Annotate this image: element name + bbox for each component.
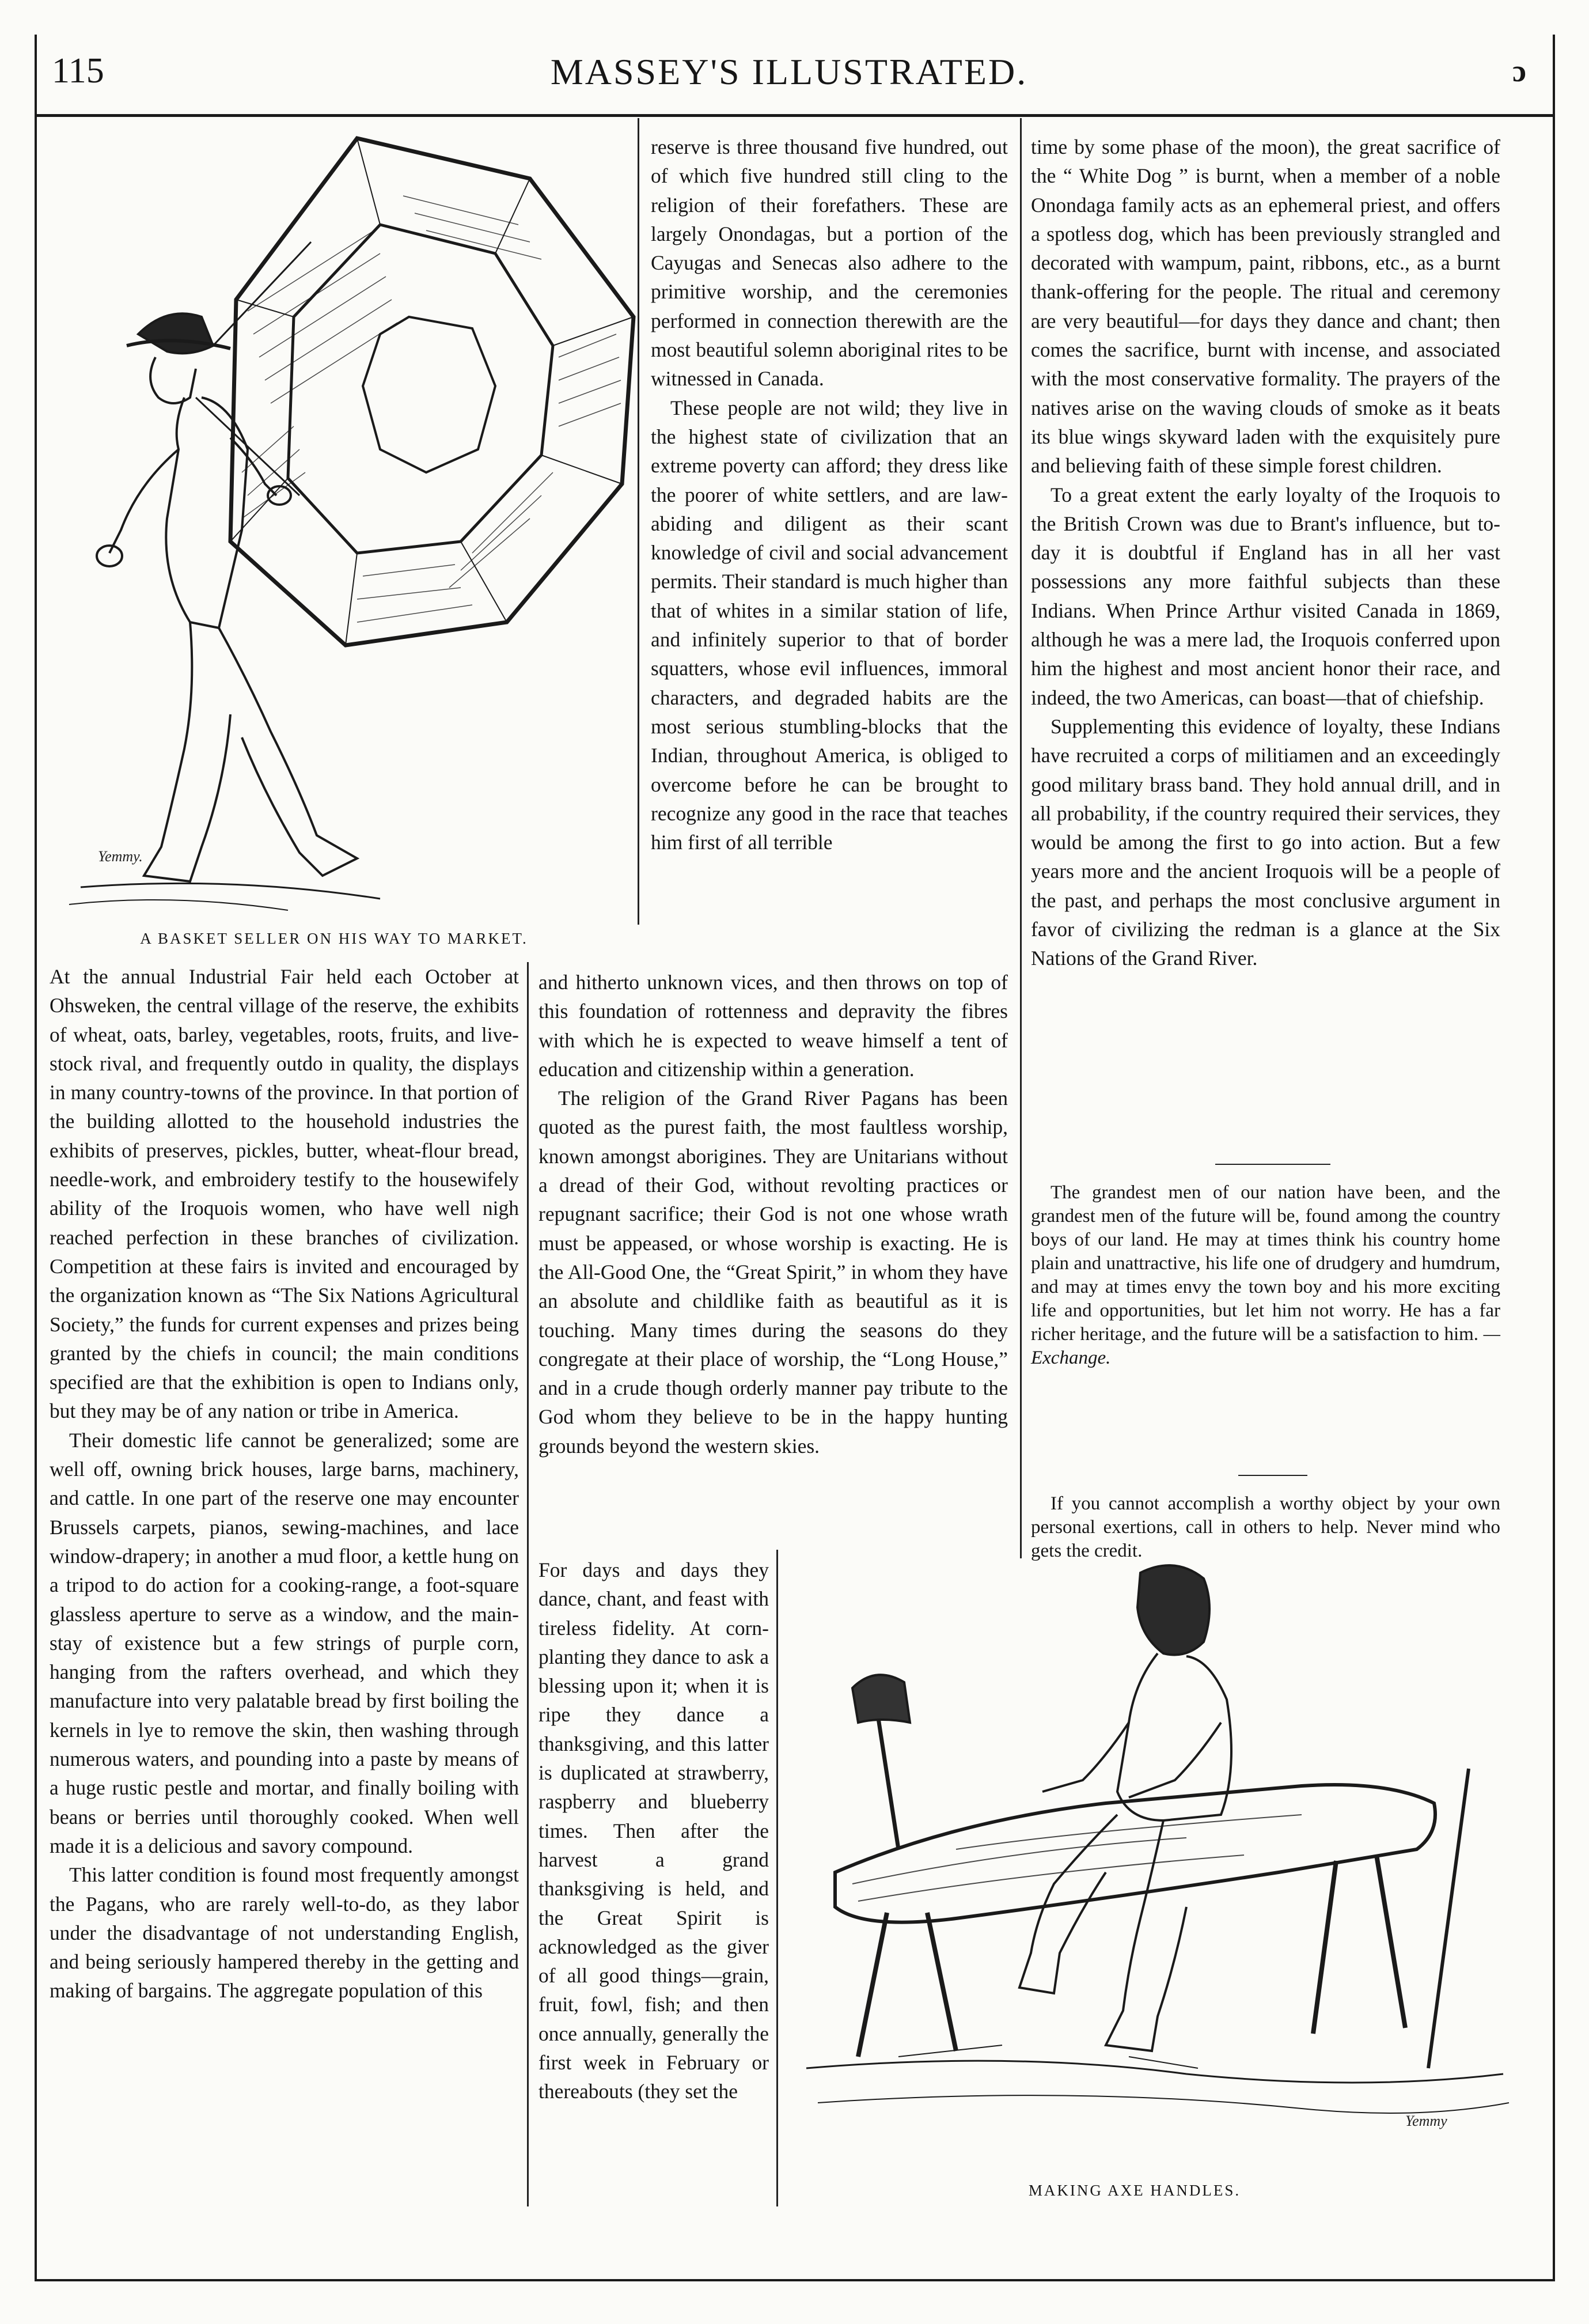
column-rule-1 <box>527 962 529 2206</box>
paragraph: These people are not wild; they live in the highest state of civilization that an extreme poverty can afford; they dress like the poorer of white settlers, and are law-abiding and diligent as their scant knowledge of civil and social advancement permits. Their standard is much higher than that of whites in a similar station of life, and infinitely superior to that of border squatters, whose evil influences, immoral characters, and degraded habits are the most serious stumbling-blocks that the Indian, throughout America, is obliged to overcome before he can be brought to recognize any good in the race that teaches him first of all terrible <box>651 396 1008 854</box>
magazine-title: MASSEY'S ILLUSTRATED. <box>550 51 1028 92</box>
column-2-wide-text <box>538 968 1008 1460</box>
axe-handles-caption: MAKING AXE HANDLES. <box>1028 2182 1241 2199</box>
paragraph: If you cannot accomplish a worthy object by your own personal exertions, call in others to help. Never mind who gets the credit. <box>1031 1493 1500 1561</box>
axe-handles-illustration <box>783 1550 1532 2155</box>
paragraph: Supplementing this evidence of loyalty, these Indians have recruited a corps of militiamen and an exceedingly good military brass band. They hold annual drill, and in all probability, if the country required their services, they would be among the first to go into action. But a few years more and the ancient Iroquois will be a people of the past, and perhaps the most conclusive argument in favor of civilizing the redman is a glance at the Six Nations of the Grand River. <box>1031 714 1500 970</box>
paragraph: and hitherto unknown vices, and then throws on top of this foundation of rottenness and depravity the fibres with which he is expected to weave himself a tent of education and citizenship within a generation. <box>538 971 1008 1081</box>
column-2-narrow-text <box>538 1555 769 2106</box>
corner-mark: ɔ <box>1512 54 1526 88</box>
paragraph: To a great extent the early loyalty of the Iroquois to the British Crown was due to Brant's influence, but to-day it is doubtful if England has in all her vast possessions any more faithful subjects than these Indians. When Prince Arthur visited Canada in 1869, although he was a mere lad, the Iroquois conferred upon him the highest and most ancient honor their race, and indeed, the two Americas, can boast—that of chiefship. <box>1031 483 1500 709</box>
column-1-text <box>50 962 519 2005</box>
filler-source: —Exchange. <box>1031 1324 1501 1368</box>
page-header <box>40 51 1538 114</box>
page-number: 115 <box>52 51 104 90</box>
basket-seller-caption: A BASKET SELLER ON HIS WAY TO MARKET. <box>140 930 528 947</box>
axe-handles-signature: Yemmy <box>1405 2113 1447 2129</box>
column-3-text <box>1031 133 1500 973</box>
paragraph: This latter condition is found most frequently amongst the Pagans, who are rarely well-to-do, as they labor under the disadvantage of not understanding English, and being seriously hampered thereby in the getting and making of bargains. The aggregate population of this <box>50 1863 519 2003</box>
filler-country-boys <box>1031 1181 1500 1370</box>
separator-rule <box>1215 1164 1330 1165</box>
paragraph: For days and days they dance, chant, and feast with tireless fidelity. At corn-planting they dance to ask a blessing upon it; when it is ripe they dance a thanksgiving, and this latter is duplicated at strawberry, raspberry and blueberry times. Then after the harvest a grand thanksgiving is held, and the Great Spirit is acknowledged as the giver of all good things—grain, fruit, fowl, fish; and then once annually, generally the first week in February or thereabouts (they set the <box>538 1558 769 2103</box>
paragraph: Their domestic life cannot be generalized; some are well off, owning brick houses, large barns, machinery, and cattle. In one part of the reserve one may encounter Brussels carpets, pianos, sewing-machines, and lace window-drapery; in another a mud floor, a kettle hung on a tripod to do action for a cooking-range, a foot-square glassless aperture to serve as a window, and the main-stay of existence but a few strings of purple corn, hanging from the rafters overhead, and which they manufacture into very palatable bread by first boiling the kernels in lye to remove the skin, then washing through numerous waters, and pounding into a paste by means of a huge rustic pestle and mortar, and finally boiling with beans or berries until thoroughly cooked. When well made it is a delicious and savory compound. <box>50 1428 519 1857</box>
paragraph <box>1031 1181 1500 1370</box>
separator-rule <box>1238 1475 1307 1476</box>
paragraph: The religion of the Grand River Pagans has been quoted as the purest faith, the most faultless worship, known amongst aborigines. They are Unitarians without a dread of their God, without revolting practices or repugnant sacrifice; their God is not one whose wrath must be appeased, or whose worship is exacting. He is the All-Good One, the “Great Spirit,” in whom they have an absolute and childlike faith as beautiful as it is touching. Many times during the seasons do they congregate at their place of worship, the “Long House,” and in a crude though orderly manner pay tribute to the God whom they believe to be in the happy hunting grounds beyond the western skies. <box>538 1087 1008 1458</box>
column-2-top-text <box>651 133 1008 857</box>
column-rule-2b <box>776 1550 778 2206</box>
column-rule-2 <box>1020 118 1022 1558</box>
paragraph: time by some phase of the moon), the great sacrifice of the “ White Dog ” is burnt, when a member of a noble Onondaga family acts as an ephemeral priest, and offers a spotless dog, which has been previously strangled and decorated with wampum, paint, ribbons, etc., as a burnt thank-offering for the people. The ritual and ceremony are very beautiful—for days they dance and chant; then comes the sacrifice, burnt with incense, and associated with the most conservative formality. The prayers of the natives arise on the waving clouds of smoke as it beats its blue wings skyward laden with the exquisitely pure and believing faith of these simple forest children. <box>1031 135 1500 478</box>
paragraph: At the annual Industrial Fair held each October at Ohsweken, the central village of the reserve, the exhibits of wheat, oats, barley, vegetables, roots, fruits, and live-stock rival, and frequently outdo in quality, the displays in many country-towns of the province. In that portion of the building allotted to the household industries the exhibits of preserves, pickles, butter, wheat-flour bread, needle-work, and embroidery testify to the housewifely ability of the Iroquois women, who have well nigh reached perfection in these branches of civilization. Competition at these fairs is invited and encouraged by the organization known as “The Six Nations Agricultural Society,” the funds for current expenses and prizes being granted by the chiefs in council; the main conditions specified are that the exhibition is open to Indians only, but they may be of any nation or tribe in America. <box>50 965 519 1423</box>
filler-text: The grandest men of our nation have been, and the grandest men of the future will be, found among the country boys of our land. He may at times think his country home plain and unattractive, his life one of drudgery and humdrum, and may at times envy the town boy and his more exciting life and opportunities, but let him not worry. He has a far richer heritage, and the future will be a satisfaction to him. <box>1031 1182 1500 1345</box>
basket-seller-illustration <box>58 127 639 922</box>
header-rule <box>35 114 1555 117</box>
basket-seller-signature: Yemmy. <box>98 848 143 865</box>
paragraph: reserve is three thousand five hundred, out of which five hundred still cling to the religion of their forefathers. These are largely Onondagas, but a portion of the Cayugas and Senecas also adhere to the primitive worship, and the ceremonies performed in connection therewith are the most beautiful solemn aboriginal rites to be witnessed in Canada. <box>651 135 1008 391</box>
